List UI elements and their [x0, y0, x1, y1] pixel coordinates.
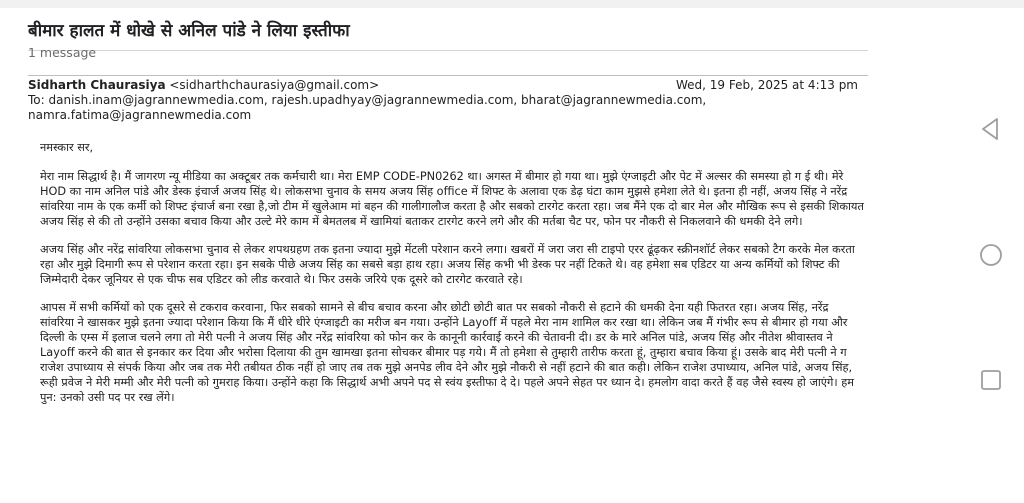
home-button[interactable]	[978, 242, 1004, 268]
sender-name[interactable]: Sidharth Chaurasiya	[28, 78, 166, 92]
message-divider	[28, 75, 868, 76]
message-count: 1 message	[28, 45, 97, 60]
recipients-row	[28, 93, 718, 123]
body-paragraph-greeting: नमस्कार सर,	[40, 141, 94, 154]
body-paragraph-2: अजय सिंह और नरेंद्र सांवरिया लोकसभा चुनाव से लेकर शपथग्रहण तक इतना ज्यादा मुझे मेंटली परेशान करने लगा। खबरों में जरा जरा सी टाइपो एरर ढूंढ़कर स्क्रीनशॉर्ट लेकर सबको टैग करके मेल करता रहा और मुझे दिमागी रूप से परेशान करता रहा। इन सबके पीछे अजय सिंह का सबसे बड़ा हाथ रहा। अजय सिंह कभी भी डेस्क पर नहीं टिकते थे। वह हमेशा सब एडिटर या अन्य कर्मियों को शिफ्ट की जिम्मेदारी देकर जूनियर से एक चीफ सब एडिटर को लीड करवाते थे। फिर उसके जरिये एक दूसरे को टारगेट करवाते रहे।	[40, 243, 855, 286]
back-triangle-icon	[978, 116, 1004, 142]
to-recipients[interactable]: danish.inam@jagrannewmedia.com, rajesh.upadhyay@jagrannewmedia.com, bharat@jagrannewmedia.com, namra.fatima@jagrannewmedia.com	[28, 93, 707, 122]
to-label: To:	[28, 93, 45, 107]
email-subject: बीमार हालत में धोखे से अनिल पांडे ने लिया इस्तीफा	[28, 21, 350, 41]
subject-divider	[28, 50, 868, 51]
message-body	[40, 140, 865, 418]
back-button[interactable]	[978, 116, 1004, 142]
body-paragraph-1: मेरा नाम सिद्धार्थ है। मैं जागरण न्यू मीडिया का अक्टूबर तक कर्मचारी था। मेरा EMP CODE-PN0262 था। अगस्त में बीमार हो गया था। मुझे एंग्जाइटी और पेट में अल्सर की समस्या हो ग ई थी। मेरे HOD का नाम अनिल पांडे और डेस्क इंचार्ज अजय सिंह थे। लोकसभा चुनाव के समय अजय सिंह office में शिफ्ट के अलावा एक डेढ़ घंटा काम मुझसे हमेशा लेते थे। इतना ही नहीं, अजय सिंह ने नरेंद्र सांवरिया नाम के एक कर्मी को शिफ्ट इंचार्ज बना रखा है,जो टीम में खुलेआम मां बहन की गालीगालौज करता है और सबको टारगेट करता रहा। जब मैंने एक दो बार मेल और मौखिक रूप से इसकी शिकायत अजय सिंह से की तो उन्होंने उसका बचाव किया और उल्टे मेरे काम में बेमतलब में खामियां बताकर टारगेट करने लगे और की मर्तबा चैट पर, फोन पर नौकरी से निकलवाने की धमकी देने लगे।	[40, 170, 864, 228]
recents-square-icon	[978, 367, 1004, 393]
from-row	[28, 78, 868, 93]
top-strip	[0, 0, 1024, 8]
body-paragraph-3: आपस में सभी कर्मियों को एक दूसरे से टकराव करवाना, फिर सबको सामने से बीच बचाव करना और छोटी छोटी बात पर सबको नौकरी से हटाने की धमकी देना यही फितरत रहा। अजय सिंह, नरेंद्र सांवरिया ने खासकर मुझे इतना ज्यादा परेशान किया कि मैं धीरे धीरे एंग्जाइटी का मरीज बन गया। उन्होंने Layoff में पहले मेरा नाम शामिल कर रखा था। लेकिन जब मैं गंभीर रूप से बीमार हो गया और दिल्ली के एम्स में इलाज चलने लगा तो मेरी पत्नी ने अजय सिंह और नरेंद्र सांवरिया को फोन कर के कानूनी कार्रवाई करने की चेतावनी दी। डर के मारे अनिल पांडे, अजय सिंह और नीतेश श्रीवास्तव ने Layoff करने की बात से इनकार कर दिया और भरोसा दिलाया की तुम खामखा इतना सोचकर बीमार पड़ गये। मैं तो हमेशा से तुम्हारी तारीफ करता हूं, तुम्हारा बचाव किया हूं। उसके बाद मेरी पत्नी ने ग राजेश उपाध्याय से संपर्क किया और जब तक मेरी तबीयत ठीक नहीं हो जाए तब तक मुझे अनपेड लीव देने और मुझे नौकरी से नहीं हटाने की बात कही। लेकिन राजेश उपाध्याय, अनिल पांडे, अजय सिंह, रूही प्रवेज ने मेरी मम्मी और मेरी पत्नी को गुमराह किया। उन्होंने कहा कि सिद्धार्थ अभी अपने पद से स्वंय इस्तीफा दे दे। पहले अपने सेहत पर ध्यान दे। हमलोग वादा करते हैं वह जैसे स्वस्य हो जाएंगे। हम पुन: उनको उसी पद पर रख लेंगे।	[40, 301, 854, 404]
sender-email[interactable]: <sidharthchaurasiya@gmail.com>	[169, 78, 380, 92]
home-circle-icon	[978, 242, 1004, 268]
message-header	[28, 78, 868, 123]
message-date: Wed, 19 Feb, 2025 at 4:13 pm	[675, 78, 858, 92]
recents-button[interactable]	[978, 367, 1004, 393]
